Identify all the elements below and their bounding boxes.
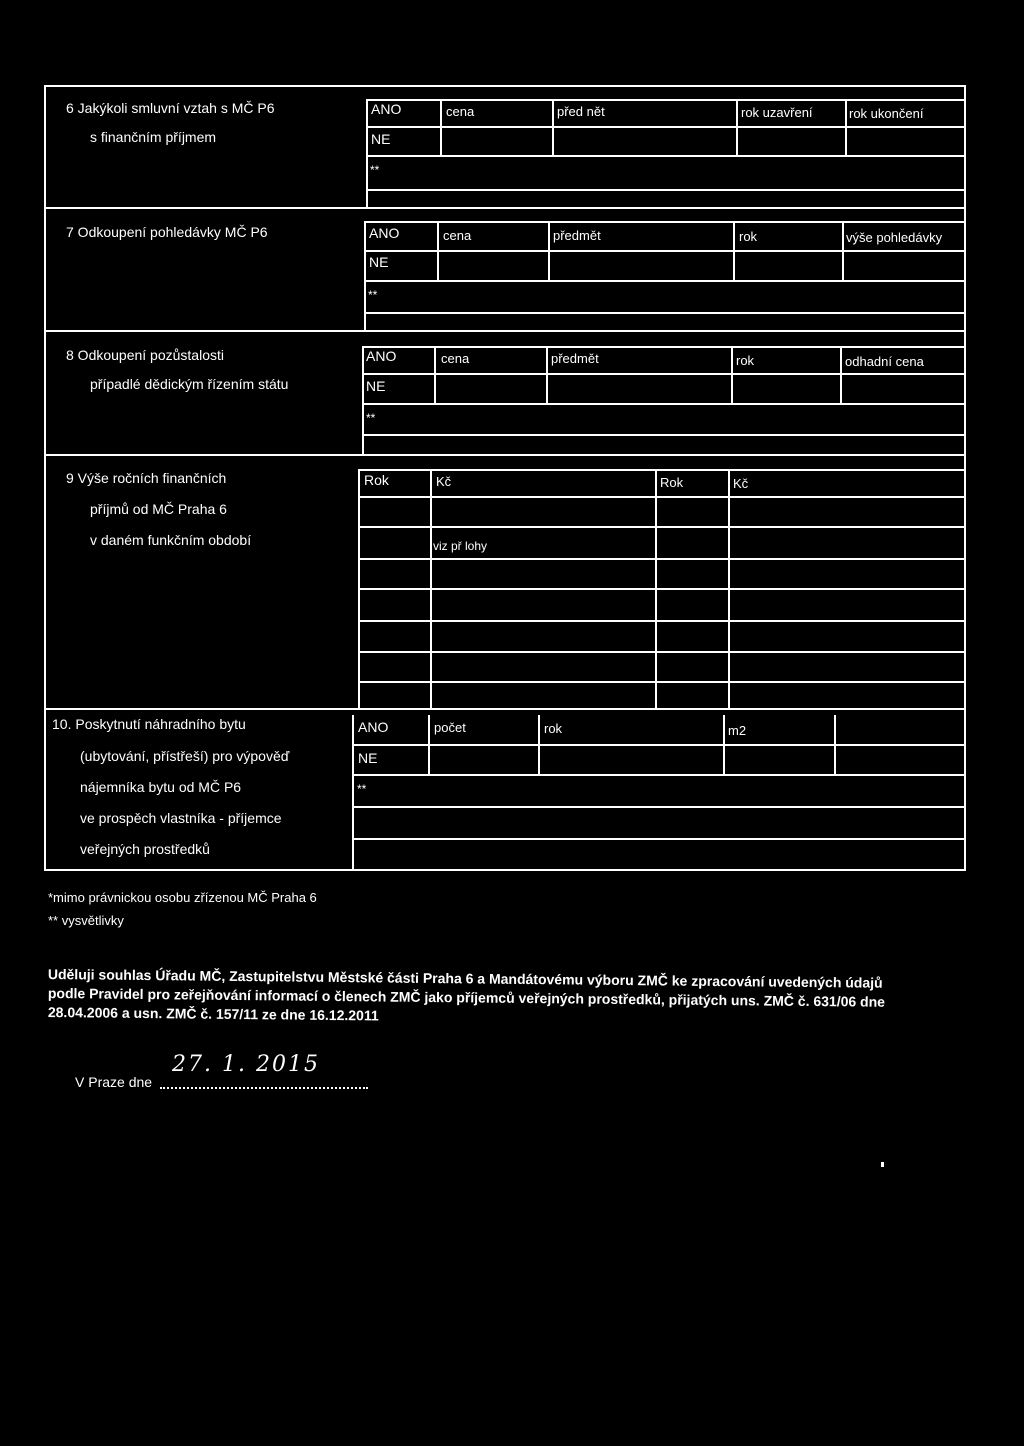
section-10-row-line (352, 774, 964, 776)
section-6-header-rok-uzavreni: rok uzavření (741, 105, 813, 120)
section-10-col-line (428, 715, 430, 776)
section-8-col-line (546, 346, 548, 405)
section-9-line-3: v daném funkčním období (90, 532, 252, 548)
section-7-header-rok: rok (739, 229, 758, 244)
section-9-header-kc-2: Kč (733, 476, 749, 491)
section-9-col-line (728, 469, 730, 709)
section-7-header-vyse: výše pohledávky (846, 230, 943, 245)
section-6-col-line (845, 99, 847, 157)
scan-speck (881, 1162, 884, 1167)
section-9-title: 9 Výše ročních finančních (66, 470, 227, 486)
section-separator (44, 708, 966, 710)
section-8-row-line (362, 434, 964, 436)
section-7-ne: NE (369, 254, 389, 270)
section-8-subtitle: případlé dědickým řízením státu (90, 376, 289, 392)
section-10-header-pocet: počet (434, 720, 466, 735)
footnote-1: *mimo právnickou osobu zřízenou MČ Praha 6 (48, 890, 317, 905)
section-8-header-cena: cena (441, 351, 470, 366)
section-8-row-line (362, 403, 964, 405)
section-separator (44, 330, 966, 332)
section-8-col-line (840, 346, 842, 405)
section-10-header-m2: m2 (728, 723, 747, 738)
section-6-row-top (366, 99, 964, 101)
frame-right (964, 85, 966, 871)
section-10-line-5: veřejných prostředků (80, 841, 210, 857)
section-6-row-line (366, 155, 964, 157)
section-7-divider (364, 221, 366, 331)
section-9-line-2: příjmů od MČ Praha 6 (90, 501, 227, 517)
section-7-row-line (364, 250, 964, 252)
section-10-row-line (352, 806, 964, 808)
section-10-line-3: nájemníka bytu od MČ P6 (80, 779, 242, 795)
section-7-ano: ANO (369, 225, 400, 241)
frame-bottom (44, 869, 966, 871)
section-8-row-line (362, 373, 964, 375)
section-6-stars: ** (370, 163, 380, 177)
section-8-row-line (362, 346, 964, 348)
section-7-title: 7 Odkoupení pohledávky MČ P6 (66, 224, 268, 240)
consent-line-2: podle Pravidel pro zeřejňování informací o členech ZMČ jako příjemců veřejných prostředků, přijatých uns. ZMČ č. 631/06 dne (47, 985, 886, 1010)
section-9-row-line (358, 620, 964, 622)
section-7-header-predmet: předmět (553, 228, 601, 243)
section-6-subtitle: s finančním příjmem (90, 129, 217, 145)
section-8-col-line (731, 346, 733, 405)
signature-date: 27. 1. 2015 (172, 1052, 320, 1077)
section-10-divider (352, 715, 354, 870)
section-6-row-line (366, 189, 964, 191)
section-10-line-4: ve prospěch vlastníka - příjemce (80, 810, 282, 826)
section-9-header-kc-1: Kč (436, 474, 452, 489)
consent-line-1: Uděluji souhlas Úřadu MČ, Zastupitelstvu Městské části Praha 6 a Mandátovému výboru ZMČ ke zpracování uvedených údajů (47, 966, 883, 991)
section-8-header-rok: rok (736, 353, 755, 368)
section-7-stars: ** (368, 288, 378, 302)
section-separator (44, 454, 966, 456)
section-9-header-rok-1: Rok (364, 472, 389, 488)
section-6-col-line (736, 99, 738, 157)
section-8-col-line (434, 346, 436, 405)
section-6-header-cena: cena (446, 104, 475, 119)
section-6-col-line (552, 99, 554, 157)
section-10-row-line (352, 744, 964, 746)
section-6-divider (366, 99, 368, 209)
section-7-col-line (733, 221, 735, 282)
section-9-row-line (358, 651, 964, 653)
section-9-row-line (358, 469, 964, 471)
section-7-header-cena: cena (443, 228, 472, 243)
section-6-ano: ANO (371, 101, 402, 117)
section-9-col-line (655, 469, 657, 709)
section-6-title: 6 Jakýkoli smluvní vztah s MČ P6 (66, 100, 275, 116)
section-8-header-odhadni-cena: odhadní cena (845, 354, 924, 369)
section-10-line-2: (ubytování, přístřeší) pro výpověď (80, 748, 290, 764)
section-9-note: viz př lohy (433, 539, 488, 553)
section-6-col-line (440, 99, 442, 157)
signature-label: V Praze dne (75, 1074, 153, 1090)
section-10-ne: NE (358, 750, 378, 766)
section-7-row-line (364, 312, 964, 314)
section-8-header-predmet: předmět (551, 351, 599, 366)
section-10-header-rok: rok (544, 721, 563, 736)
section-6-ne: NE (371, 131, 391, 147)
footnote-2: ** vysvětlivky (48, 913, 124, 928)
section-10-col-line (538, 715, 540, 776)
section-6-header-rok-ukonceni: rok ukončení (849, 106, 924, 121)
section-10-ano: ANO (358, 719, 389, 735)
section-separator (44, 207, 966, 209)
section-10-title: 10. Poskytnutí náhradního bytu (52, 716, 246, 732)
section-7-col-line (548, 221, 550, 282)
section-9-row-line (358, 558, 964, 560)
section-6-header-predmet: před nět (557, 104, 605, 119)
consent-line-3: 28.04.2006 a usn. ZMČ č. 157/11 ze dne 16.12.2011 (47, 1004, 379, 1024)
section-9-row-line (358, 526, 964, 528)
frame-left (44, 85, 46, 871)
section-9-col-line (430, 469, 432, 709)
section-8-stars: ** (366, 411, 376, 425)
section-10-row-line (352, 838, 964, 840)
section-8-ne: NE (366, 378, 386, 394)
section-9-row-line (358, 681, 964, 683)
section-7-col-line (842, 221, 844, 282)
section-7-row-line (364, 221, 964, 223)
section-7-col-line (437, 221, 439, 282)
section-8-ano: ANO (366, 348, 397, 364)
signature-dotted-line (160, 1087, 368, 1089)
section-7-row-line (364, 280, 964, 282)
section-6-row-line (366, 126, 964, 128)
section-10-stars: ** (357, 782, 367, 796)
frame-top (44, 85, 966, 87)
section-9-row-line (358, 496, 964, 498)
section-9-header-rok-2: Rok (660, 475, 684, 490)
section-10-col-line (723, 715, 725, 776)
section-10-col-line (834, 715, 836, 776)
section-8-title: 8 Odkoupení pozůstalosti (66, 347, 224, 363)
section-8-divider (362, 346, 364, 456)
section-9-row-line (358, 588, 964, 590)
